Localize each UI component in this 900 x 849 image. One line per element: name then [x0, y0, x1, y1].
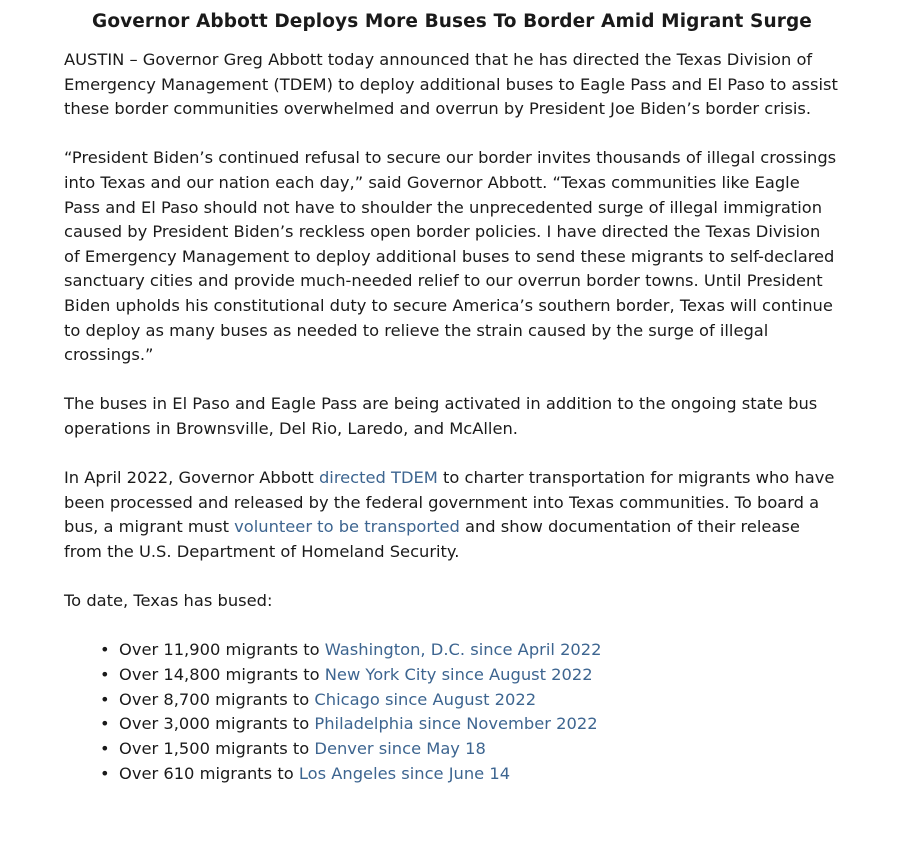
list-item-text: Over 8,700 migrants to — [119, 689, 315, 709]
los-angeles-link[interactable]: Los Angeles since June 14 — [298, 763, 511, 783]
bullet-icon: • — [100, 739, 110, 759]
list-item-text: Over 11,900 migrants to — [119, 640, 325, 660]
bullet-icon: • — [100, 664, 110, 684]
paragraph-quote: “President Biden’s continued refusal to secure our border invites thousands of illegal crossings into Texas and our nation each day,” said Governor Abbott. “Texas communities like Eagle Pass and El Paso should not have to shoulder the unprecedented surge of illegal immigration caused by President Biden’s reckless open border policies. I have directed the Texas Division of Emergency Management to deploy additional buses to send these migrants to self-declared sanctuary cities and provide much-needed relief to our overrun border towns. Until President Biden upholds his constitutional duty to secure America’s southern border, Texas will continue to deploy as many buses as needed to relieve the strain caused by the surge of illegal crossings.” — [64, 148, 837, 365]
philadelphia-link[interactable]: Philadelphia since November 2022 — [314, 714, 598, 734]
list-item-text: Over 3,000 migrants to — [119, 714, 315, 734]
list-item — [100, 737, 840, 762]
list-item — [100, 663, 840, 688]
bullet-icon: • — [100, 763, 110, 783]
denver-link[interactable]: Denver since May 18 — [314, 739, 486, 759]
list-item-text: Over 1,500 migrants to — [119, 739, 315, 759]
paragraph-text: In April 2022, Governor Abbott — [64, 468, 319, 488]
bullet-icon: • — [100, 714, 110, 734]
directed-tdem-link[interactable]: directed TDEM — [318, 468, 438, 488]
list-item — [100, 638, 840, 663]
chicago-link[interactable]: Chicago since August 2022 — [314, 689, 537, 709]
volunteer-transport-link[interactable]: volunteer to be transported — [234, 517, 460, 537]
list-item — [100, 762, 840, 787]
list-item-text: Over 610 migrants to — [119, 763, 299, 783]
list-item — [100, 688, 840, 713]
bused-migrants-list — [64, 638, 840, 786]
new-york-city-link[interactable]: New York City since August 2022 — [324, 664, 593, 684]
paragraph-text: and show documentation of their release from the U.S. Department of Homeland Security. — [64, 517, 800, 561]
list-item-text: Over 14,800 migrants to — [119, 664, 325, 684]
paragraph-bus-operations: The buses in El Paso and Eagle Pass are being activated in addition to the ongoing state bus operations in Brownsville, Del Rio, Laredo, and McAllen. — [64, 394, 818, 438]
paragraph-april-2022 — [64, 466, 840, 564]
bullet-icon: • — [100, 689, 110, 709]
page-title: Governor Abbott Deploys More Buses To Border Amid Migrant Surge — [92, 11, 812, 32]
paragraph-to-date: To date, Texas has bused: — [64, 591, 273, 611]
paragraph-intro: AUSTIN – Governor Greg Abbott today announced that he has directed the Texas Division of Emergency Management (TDEM) to deploy additional buses to Eagle Pass and El Paso to assist these border communities overwhelmed and overrun by President Joe Biden’s border crisis. — [64, 50, 838, 119]
paragraph-text: to charter transportation for migrants who have been processed and released by the federal government into Texas communities. To board a bus, a migrant must — [64, 468, 835, 537]
washington-dc-link[interactable]: Washington, D.C. since April 2022 — [324, 640, 602, 660]
bullet-icon: • — [100, 640, 110, 660]
list-item — [100, 712, 840, 737]
